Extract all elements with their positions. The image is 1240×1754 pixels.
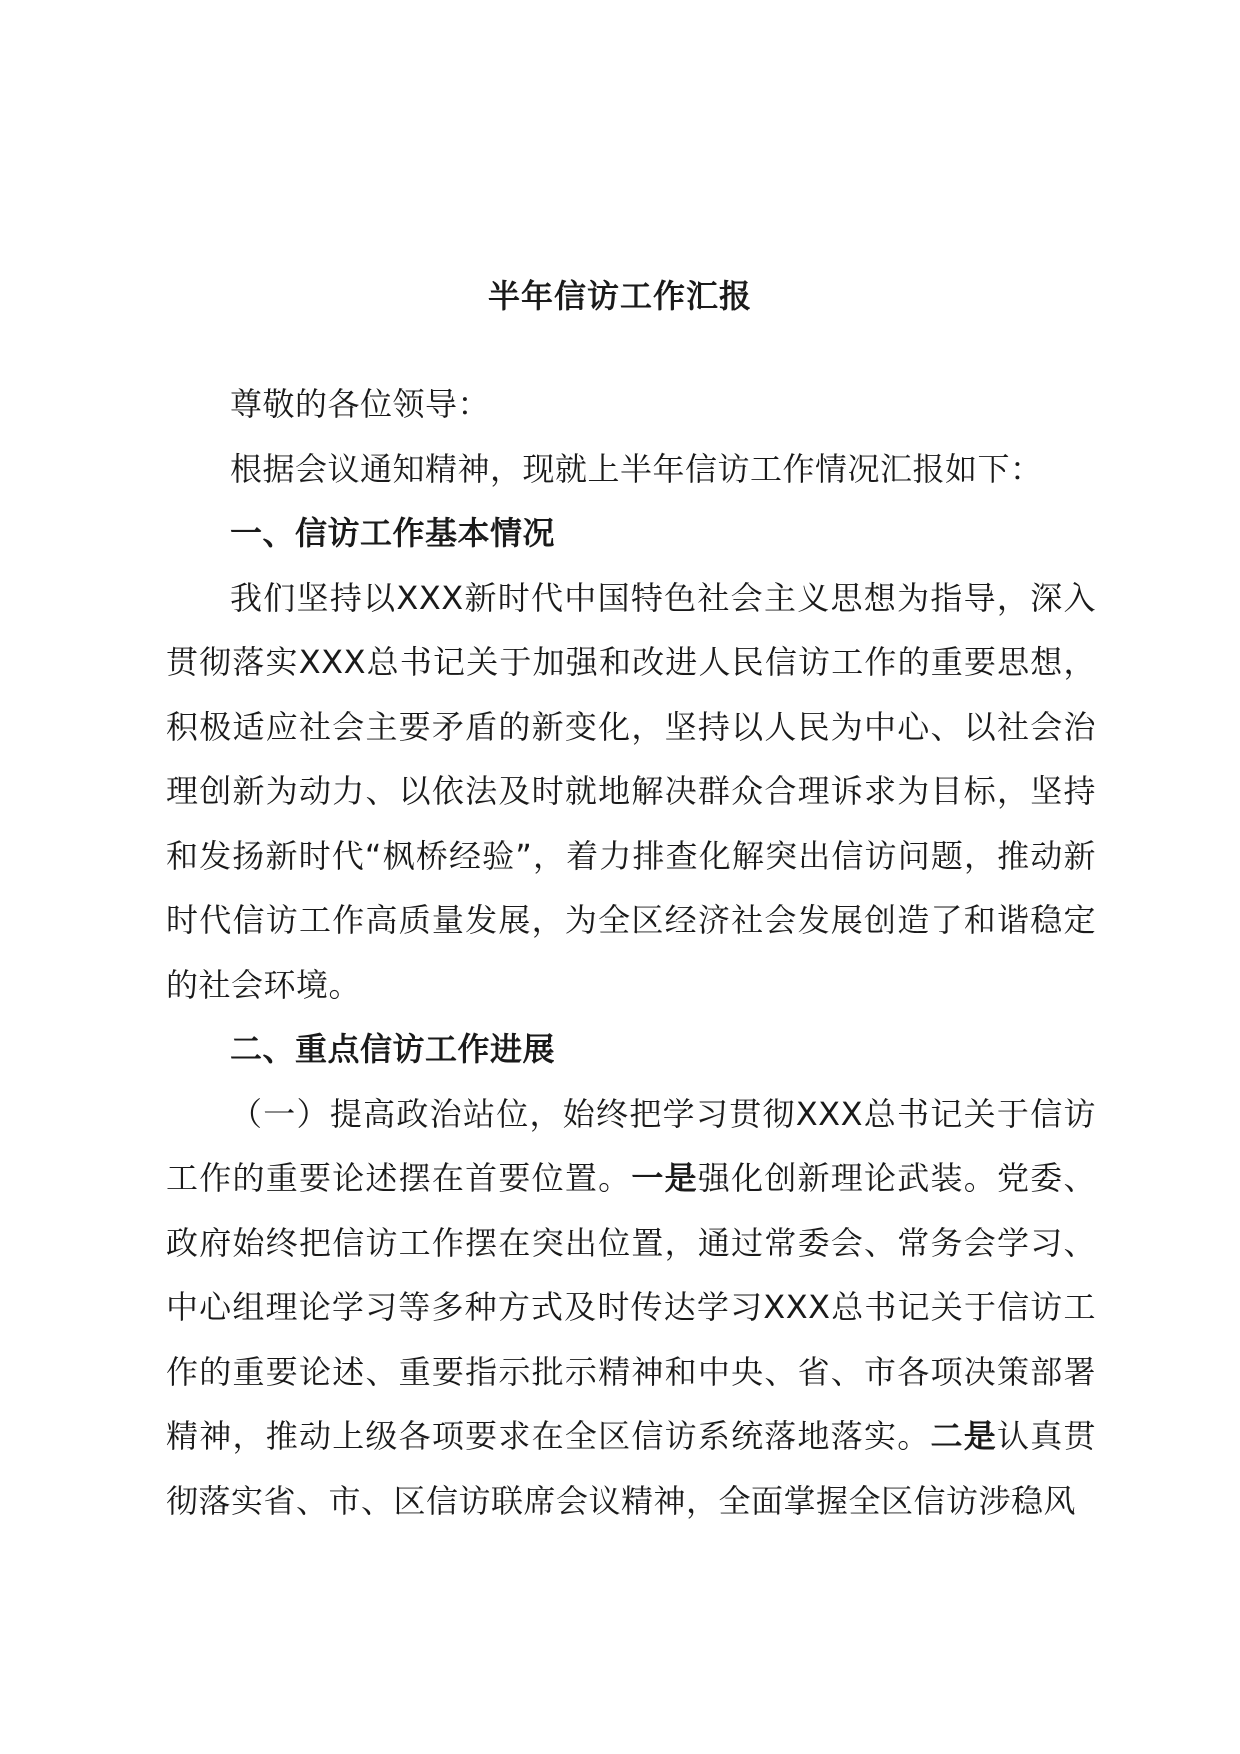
intro-paragraph: 根据会议通知精神，现就上半年信访工作情况汇报如下：	[230, 449, 1043, 488]
bold-marker-second: 二是	[930, 1417, 997, 1455]
document-title: 半年信访工作汇报	[487, 277, 752, 315]
section-2-paragraph-1	[166, 1082, 1096, 1534]
section-1-paragraph: 我们坚持以XXX新时代中国特色社会主义思想为指导，深入贯彻落实XXX总书记关于加强和改进人民信访工作的重要思想，积极适应社会主要矛盾的新变化，坚持以人民为中心、以社会治理创新为动力、以依法及时就地解决群众合理诉求为目标，坚持和发扬新时代“枫桥经验”，着力排查化解突出信访问题，推动新时代信访工作高质量发展，为全区经济社会发展创造了和谐稳定的社会环境。	[166, 578, 1096, 1004]
subsection-text-1: （一）提高政治站位，始终把学习贯彻XXX总书记关于信访工作的重要论述摆在首要位置。	[166, 1094, 1096, 1197]
subsection-text-3: 认真贯彻落实省、市、区信访联席会议精神，全面掌握全区信访涉稳风	[166, 1417, 1096, 1520]
section-heading-1: 一、信访工作基本情况	[230, 514, 556, 552]
section-heading-2: 二、重点信访工作进展	[230, 1030, 556, 1068]
document-body	[166, 372, 1096, 1533]
salutation: 尊敬的各位领导：	[230, 385, 491, 423]
bold-marker-first: 一是	[631, 1159, 698, 1197]
subsection-text-2: 强化创新理论武装。党委、政府始终把信访工作摆在突出位置，通过常委会、常务会学习、中心组理论学习等多种方式及时传达学习XXX总书记关于信访工作的重要论述、重要指示批示精神和中央、省、市各项决策部署精神，推动上级各项要求在全区信访系统落地落实。	[166, 1159, 1096, 1455]
